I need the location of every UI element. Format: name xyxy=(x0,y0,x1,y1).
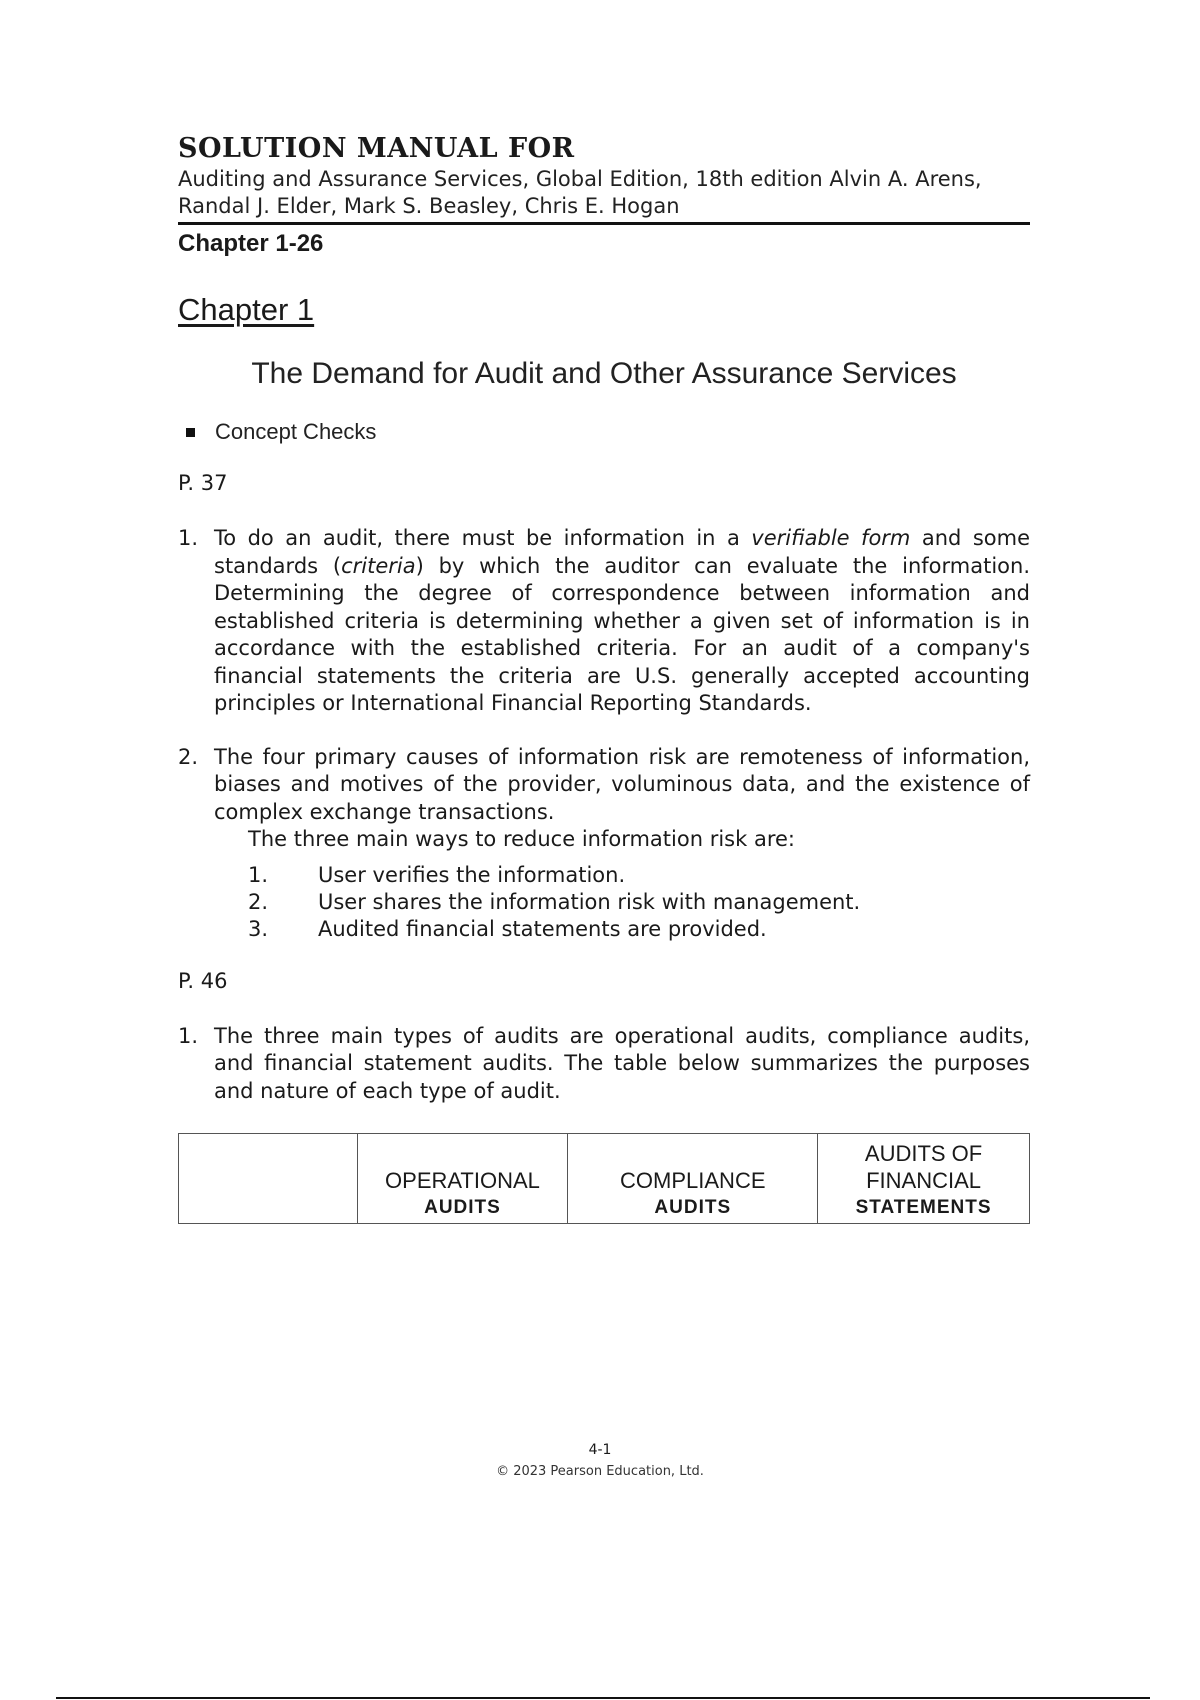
copyright-notice: © 2023 Pearson Education, Ltd. xyxy=(496,1464,704,1479)
sublist-intro: The three main ways to reduce information risk are: xyxy=(248,827,795,851)
book-subtitle-line-1: Auditing and Assurance Services, Global Edition, 18th edition Alvin A. Arens, xyxy=(178,167,982,191)
answer-number: 1. xyxy=(178,526,199,550)
answer-item xyxy=(178,525,1030,718)
list-item: 3. Audited financial statements are provided. xyxy=(248,916,767,941)
list-item: 1. User verifies the information. xyxy=(248,862,626,887)
audit-types-table xyxy=(178,1133,1030,1224)
page-reference-46: P. 46 xyxy=(178,968,228,993)
answer-item xyxy=(178,1023,1030,1106)
risk-reduction-list xyxy=(248,862,1030,943)
page-number: 4-1 xyxy=(588,1442,612,1458)
answer-text: The four primary causes of information risk are remoteness of information, biases and motives of the provider, voluminous data, and the existence of complex exchange transactions. The three main ways to reduce information risk are: 1. User verifies the information. 2. User shares the information risk with management. 3. Audited financial statements are provided. xyxy=(214,744,1030,941)
chapter-heading: Chapter 1 xyxy=(178,292,315,327)
header-divider xyxy=(178,222,1030,225)
square-bullet-icon xyxy=(186,428,195,437)
section-label: Concept Checks xyxy=(215,419,377,444)
answer-list-p46 xyxy=(178,1023,1030,1106)
answer-text: To do an audit, there must be information in a verifiable form and some standards (criteria) by which the auditor can evaluate the information. Determining the degree of correspondence between information and established criteria is determining whether a given set of information is in accordance with the established criteria. For an audit of a company's financial statements the criteria are U.S. generally accepted accounting principles or International Financial Reporting Standards. xyxy=(214,526,1030,715)
answer-list-p37 xyxy=(178,525,1030,943)
answer-item xyxy=(178,744,1030,943)
section-heading xyxy=(178,419,1030,445)
table-header-operational: OPERATIONAL AUDITS xyxy=(357,1134,568,1224)
table-header-financial-statements: AUDITS OF FINANCIAL STATEMENTS xyxy=(818,1134,1030,1224)
document-title: SOLUTION MANUAL FOR xyxy=(178,133,575,164)
answer-number: 2. xyxy=(178,744,199,769)
bottom-divider xyxy=(56,1697,1150,1699)
answer-text: The three main types of audits are operational audits, compliance audits, and financial statement audits. The table below summarizes the purposes and nature of each type of audit. xyxy=(214,1023,1030,1103)
page-reference-37: P. 37 xyxy=(178,471,228,495)
answer-number: 1. xyxy=(178,1023,199,1048)
chapter-range: Chapter 1-26 xyxy=(178,230,324,257)
table-header-compliance: COMPLIANCE AUDITS xyxy=(568,1134,818,1224)
page-footer xyxy=(0,1442,1200,1479)
document-page xyxy=(178,132,1030,1224)
book-subtitle-line-2: Randal J. Elder, Mark S. Beasley, Chris E. Hogan xyxy=(178,194,680,218)
chapter-name: The Demand for Audit and Other Assurance Services xyxy=(251,357,957,390)
table-header-empty xyxy=(179,1134,358,1224)
list-item: 2. User shares the information risk with management. xyxy=(248,889,861,914)
table-header-row xyxy=(179,1134,1030,1224)
